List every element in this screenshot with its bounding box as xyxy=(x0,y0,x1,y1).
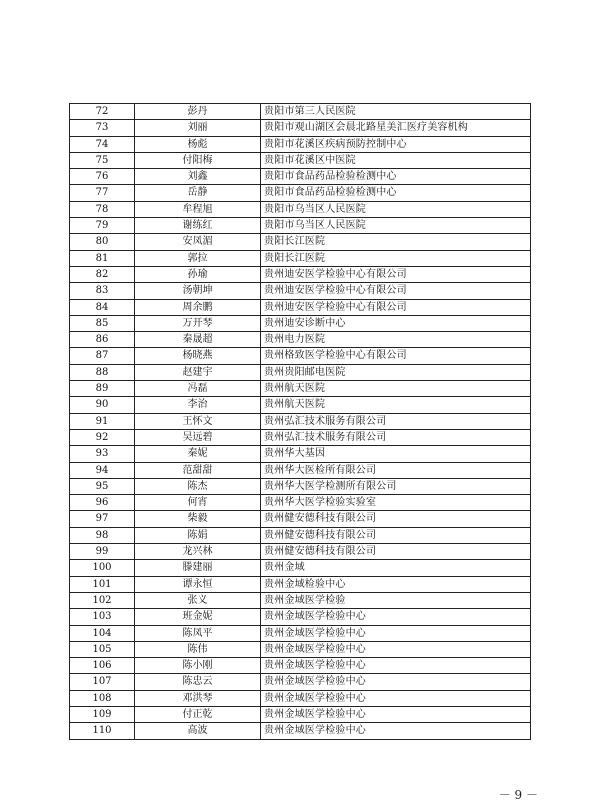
organization-cell: 贵州金域医学检验中心 xyxy=(261,723,531,739)
organization-cell: 贵阳市食品药品检验检测中心 xyxy=(261,169,531,185)
person-name-cell: 谭永恒 xyxy=(135,576,261,592)
row-number-cell: 97 xyxy=(70,511,135,527)
organization-cell: 贵州华大基因 xyxy=(261,446,531,462)
organization-cell: 贵州金域医学检验中心 xyxy=(261,641,531,657)
person-name-cell: 孙瑜 xyxy=(135,266,261,282)
organization-cell: 贵州健安德科技有限公司 xyxy=(261,544,531,560)
organization-cell: 贵阳市乌当区人民医院 xyxy=(261,201,531,217)
table-row xyxy=(70,234,531,250)
row-number-cell: 102 xyxy=(70,592,135,608)
organization-cell: 贵州健安德科技有限公司 xyxy=(261,527,531,543)
row-number-cell: 76 xyxy=(70,169,135,185)
table-row xyxy=(70,136,531,152)
row-number-cell: 75 xyxy=(70,152,135,168)
organization-cell: 贵阳市观山湖区会晨北路星美汇医疗美容机构 xyxy=(261,120,531,136)
table-row xyxy=(70,527,531,543)
person-name-cell: 陈小刚 xyxy=(135,658,261,674)
table-row xyxy=(70,625,531,641)
person-name-cell: 牟程旭 xyxy=(135,201,261,217)
person-name-cell: 范甜甜 xyxy=(135,462,261,478)
row-number-cell: 93 xyxy=(70,446,135,462)
person-name-cell: 郭拉 xyxy=(135,250,261,266)
organization-cell: 贵阳长江医院 xyxy=(261,234,531,250)
row-number-cell: 108 xyxy=(70,690,135,706)
table-row xyxy=(70,609,531,625)
row-number-cell: 99 xyxy=(70,544,135,560)
person-name-cell: 刘丽 xyxy=(135,120,261,136)
person-name-cell: 付阳梅 xyxy=(135,152,261,168)
person-name-cell: 杨晓燕 xyxy=(135,348,261,364)
person-name-cell: 谢练红 xyxy=(135,218,261,234)
person-name-cell: 李治 xyxy=(135,397,261,413)
row-number-cell: 79 xyxy=(70,218,135,234)
row-number-cell: 94 xyxy=(70,462,135,478)
row-number-cell: 81 xyxy=(70,250,135,266)
table-row xyxy=(70,201,531,217)
row-number-cell: 77 xyxy=(70,185,135,201)
row-number-cell: 82 xyxy=(70,266,135,282)
table-row xyxy=(70,429,531,445)
person-name-cell: 柴毅 xyxy=(135,511,261,527)
table-row xyxy=(70,283,531,299)
row-number-cell: 90 xyxy=(70,397,135,413)
table-row xyxy=(70,446,531,462)
organization-cell: 贵州航天医院 xyxy=(261,397,531,413)
organization-cell: 贵州迪安医学检验中心有限公司 xyxy=(261,299,531,315)
organization-cell: 贵州迪安医学检验中心有限公司 xyxy=(261,283,531,299)
person-name-cell: 吴远碧 xyxy=(135,429,261,445)
person-name-cell: 何宵 xyxy=(135,495,261,511)
person-name-cell: 万开琴 xyxy=(135,315,261,331)
person-name-cell: 刘鑫 xyxy=(135,169,261,185)
table-row xyxy=(70,364,531,380)
row-number-cell: 98 xyxy=(70,527,135,543)
row-number-cell: 109 xyxy=(70,706,135,722)
table-row xyxy=(70,185,531,201)
table-row xyxy=(70,560,531,576)
row-number-cell: 73 xyxy=(70,120,135,136)
organization-cell: 贵州金域医学检验 xyxy=(261,592,531,608)
organization-cell: 贵州航天医院 xyxy=(261,381,531,397)
table-row xyxy=(70,169,531,185)
row-number-cell: 106 xyxy=(70,658,135,674)
organization-cell: 贵州华大医学检测所有限公司 xyxy=(261,478,531,494)
table-row xyxy=(70,478,531,494)
row-number-cell: 83 xyxy=(70,283,135,299)
table-row xyxy=(70,690,531,706)
person-name-cell: 滕建丽 xyxy=(135,560,261,576)
table-row xyxy=(70,266,531,282)
row-number-cell: 88 xyxy=(70,364,135,380)
row-number-cell: 92 xyxy=(70,429,135,445)
roster-table-body xyxy=(70,104,531,740)
organization-cell: 贵州金域医学检验中心 xyxy=(261,609,531,625)
organization-cell: 贵州华大医学检验实验室 xyxy=(261,495,531,511)
row-number-cell: 103 xyxy=(70,609,135,625)
row-number-cell: 104 xyxy=(70,625,135,641)
roster-table xyxy=(69,103,531,740)
table-row xyxy=(70,706,531,722)
person-name-cell: 陈忠云 xyxy=(135,674,261,690)
page-number: － 9 － xyxy=(498,788,538,802)
person-name-cell: 陈娟 xyxy=(135,527,261,543)
row-number-cell: 91 xyxy=(70,413,135,429)
table-row xyxy=(70,104,531,120)
organization-cell: 贵阳市花溪区中医院 xyxy=(261,152,531,168)
person-name-cell: 安凤湄 xyxy=(135,234,261,250)
person-name-cell: 汤朝坤 xyxy=(135,283,261,299)
table-row xyxy=(70,348,531,364)
person-name-cell: 邓洪琴 xyxy=(135,690,261,706)
organization-cell: 贵州弘汇技术服务有限公司 xyxy=(261,413,531,429)
person-name-cell: 周余鹏 xyxy=(135,299,261,315)
organization-cell: 贵州金域检验中心 xyxy=(261,576,531,592)
table-row xyxy=(70,218,531,234)
organization-cell: 贵阳市乌当区人民医院 xyxy=(261,218,531,234)
organization-cell: 贵州弘汇技术服务有限公司 xyxy=(261,429,531,445)
person-name-cell: 张义 xyxy=(135,592,261,608)
table-row xyxy=(70,495,531,511)
person-name-cell: 赵建宇 xyxy=(135,364,261,380)
row-number-cell: 101 xyxy=(70,576,135,592)
person-name-cell: 陈凤平 xyxy=(135,625,261,641)
table-row xyxy=(70,381,531,397)
row-number-cell: 86 xyxy=(70,332,135,348)
row-number-cell: 84 xyxy=(70,299,135,315)
person-name-cell: 高波 xyxy=(135,723,261,739)
row-number-cell: 89 xyxy=(70,381,135,397)
table-row xyxy=(70,674,531,690)
table-row xyxy=(70,462,531,478)
organization-cell: 贵阳市花溪区疾病预防控制中心 xyxy=(261,136,531,152)
organization-cell: 贵州金域医学检验中心 xyxy=(261,625,531,641)
person-name-cell: 王怀文 xyxy=(135,413,261,429)
row-number-cell: 100 xyxy=(70,560,135,576)
table-row xyxy=(70,152,531,168)
person-name-cell: 付正乾 xyxy=(135,706,261,722)
organization-cell: 贵州金域医学检验中心 xyxy=(261,658,531,674)
person-name-cell: 班金妮 xyxy=(135,609,261,625)
organization-cell: 贵州金域医学检验中心 xyxy=(261,674,531,690)
row-number-cell: 95 xyxy=(70,478,135,494)
row-number-cell: 105 xyxy=(70,641,135,657)
person-name-cell: 陈伟 xyxy=(135,641,261,657)
table-row xyxy=(70,641,531,657)
organization-cell: 贵州电力医院 xyxy=(261,332,531,348)
person-name-cell: 龙兴林 xyxy=(135,544,261,560)
table-row xyxy=(70,592,531,608)
table-row xyxy=(70,397,531,413)
table-row xyxy=(70,511,531,527)
row-number-cell: 72 xyxy=(70,104,135,120)
row-number-cell: 78 xyxy=(70,201,135,217)
person-name-cell: 秦晟超 xyxy=(135,332,261,348)
organization-cell: 贵州迪安诊断中心 xyxy=(261,315,531,331)
row-number-cell: 96 xyxy=(70,495,135,511)
organization-cell: 贵州金域医学检验中心 xyxy=(261,690,531,706)
person-name-cell: 陈杰 xyxy=(135,478,261,494)
organization-cell: 贵州贵阳邮电医院 xyxy=(261,364,531,380)
person-name-cell: 秦妮 xyxy=(135,446,261,462)
row-number-cell: 110 xyxy=(70,723,135,739)
person-name-cell: 彭丹 xyxy=(135,104,261,120)
row-number-cell: 107 xyxy=(70,674,135,690)
row-number-cell: 80 xyxy=(70,234,135,250)
table-row xyxy=(70,299,531,315)
person-name-cell: 岳静 xyxy=(135,185,261,201)
table-row xyxy=(70,120,531,136)
table-row xyxy=(70,576,531,592)
organization-cell: 贵州金域 xyxy=(261,560,531,576)
organization-cell: 贵州格致医学检验中心有限公司 xyxy=(261,348,531,364)
person-name-cell: 杨彪 xyxy=(135,136,261,152)
table-row xyxy=(70,315,531,331)
organization-cell: 贵阳市第三人民医院 xyxy=(261,104,531,120)
row-number-cell: 87 xyxy=(70,348,135,364)
row-number-cell: 74 xyxy=(70,136,135,152)
organization-cell: 贵阳市食品药品检验检测中心 xyxy=(261,185,531,201)
person-name-cell: 冯磊 xyxy=(135,381,261,397)
row-number-cell: 85 xyxy=(70,315,135,331)
table-row xyxy=(70,332,531,348)
organization-cell: 贵州健安德科技有限公司 xyxy=(261,511,531,527)
table-row xyxy=(70,723,531,739)
table-row xyxy=(70,544,531,560)
organization-cell: 贵阳长江医院 xyxy=(261,250,531,266)
organization-cell: 贵州金域医学检验中心 xyxy=(261,706,531,722)
organization-cell: 贵州华大医检所有限公司 xyxy=(261,462,531,478)
organization-cell: 贵州迪安医学检验中心有限公司 xyxy=(261,266,531,282)
table-row xyxy=(70,658,531,674)
table-row xyxy=(70,250,531,266)
table-row xyxy=(70,413,531,429)
